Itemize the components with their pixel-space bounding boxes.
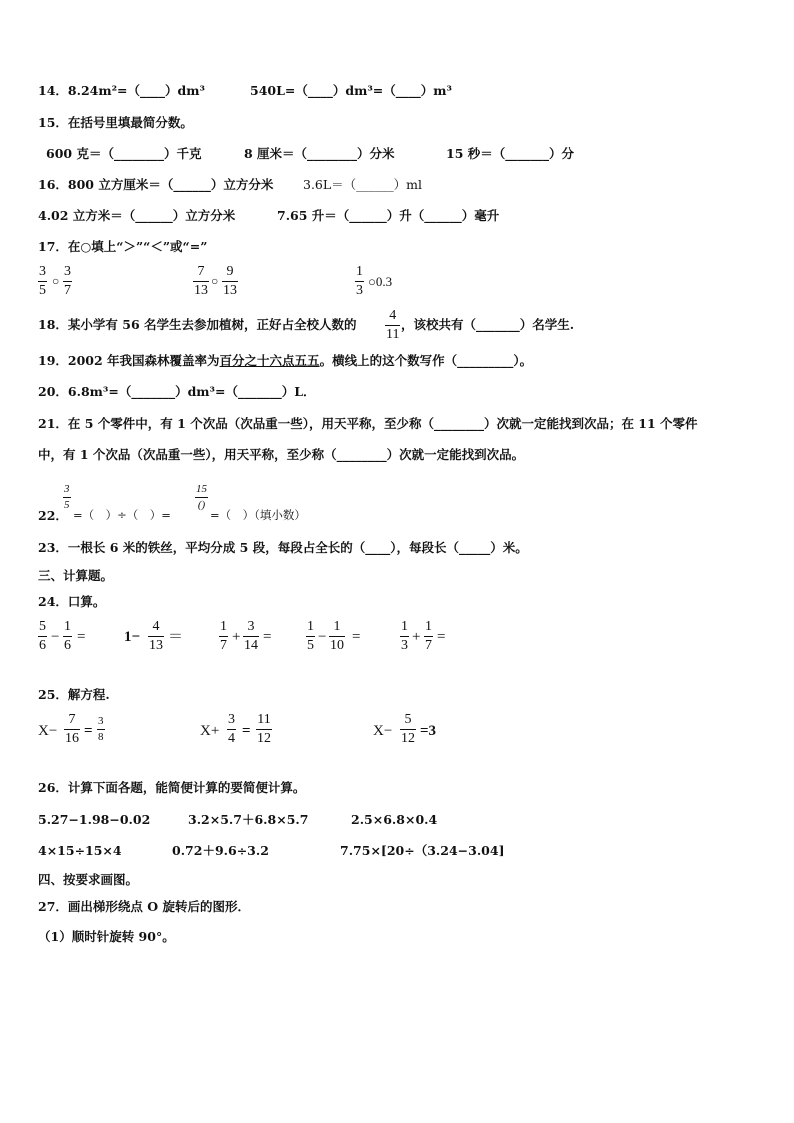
q17-fraction-1a: 3 5: [39, 264, 46, 298]
q22-fraction: 3 5: [64, 483, 70, 511]
q25-e2-lead: X+: [200, 723, 220, 739]
q26-expression-6: 7.75×[20÷（3.24−3.04]: [340, 843, 505, 858]
q25-e1-lead: X−: [38, 723, 58, 739]
section-3-title: 三、计算题。: [38, 568, 114, 583]
q25-e1-equals: =: [84, 723, 93, 739]
q24-e4-operator: −: [318, 629, 327, 645]
q15-item-c: 15 秒＝（_______）分: [446, 146, 574, 161]
q16-item-a: 16．800 立方厘米＝（______）立方分米: [38, 177, 274, 192]
q24-e4-fraction-b: 1 10: [330, 619, 344, 653]
q24-e4-equals: =: [352, 629, 361, 645]
q14-part-b: 540L=（____）dm³=（____）m³: [250, 83, 452, 98]
q22-division-expression: =（ ）÷（ ）=: [73, 508, 171, 522]
q18-fraction: 4 11: [386, 308, 400, 342]
q17-circle-2[interactable]: ○: [211, 274, 219, 288]
q26-expression-2: 3.2×5.7＋6.8×5.7: [188, 812, 309, 827]
q18-question-end: ，该校共有（_______）名学生.: [401, 317, 575, 332]
q24-e1-fraction-a: 5 6: [39, 619, 46, 653]
q17-fraction-2b: 9 13: [223, 264, 237, 298]
q24-title: 24．口算。: [38, 594, 106, 609]
q17-fraction-3a: 1 3: [356, 264, 363, 298]
q19-question: 19．2002 年我国森林覆盖率为百分之十六点五五。横线上的这个数写作（_________）。: [38, 353, 533, 368]
q20-question: 20．6.8m³=（_______）dm³=（_______）L．: [38, 384, 316, 399]
q22-fraction-2: 15 (): [196, 483, 207, 511]
q18-question-start: 18．某小学有 56 名学生去参加植树，正好占全校人数的: [38, 317, 357, 332]
q26-title: 26．计算下面各题，能简便计算的要简便计算。: [38, 780, 306, 795]
q25-e3-lead: X−: [373, 723, 393, 739]
q24-e1-equals: =: [77, 629, 86, 645]
q25-e1-fraction-a: 7 16: [65, 712, 79, 746]
q25-title: 25．解方程.: [38, 687, 110, 702]
q27-subtitle: （1）顺时针旋转 90°。: [38, 929, 175, 944]
q25-e2-fraction-b: 11 12: [257, 712, 271, 746]
q17-fraction-1b: 3 7: [64, 264, 71, 298]
q24-e5-fraction-b: 1 7: [425, 619, 432, 653]
q24-e1-fraction-b: 1 6: [64, 619, 71, 653]
q16-item-b: 3.6L＝（______）ml: [303, 177, 423, 192]
q14-part-a: 14．8.24m²=（____）dm³: [38, 83, 205, 98]
q15-item-a: 600 克＝（________）千克: [46, 146, 202, 161]
q25-e2-fraction-a: 3 4: [228, 712, 235, 746]
q17-fraction-2a: 7 13: [194, 264, 208, 298]
q24-e3-fraction-b: 3 14: [244, 619, 258, 653]
q24-e2-lead: 1−: [124, 629, 141, 645]
q21-line-2: 中，有 1 个次品（次品重一些），用天平称，至少称（________）次就一定能找到次品。: [38, 447, 525, 462]
q24-e3-operator: +: [232, 629, 241, 645]
q15-item-b: 8 厘米＝（________）分米: [244, 146, 395, 161]
q27-title: 27．画出梯形绕点 O 旋转后的图形．: [38, 899, 250, 914]
q17-circle-1[interactable]: ○: [52, 274, 60, 288]
q24-e5-fraction-a: 1 3: [401, 619, 408, 653]
q24-e5-equals: =: [437, 629, 446, 645]
q26-expression-1: 5.27−1.98−0.02: [38, 812, 151, 827]
q25-e2-equals: =: [242, 723, 251, 739]
q21-line-1: 21．在 5 个零件中，有 1 个次品（次品重一些），用天平称，至少称（________）次就一定能找到次品；在 11 个零件: [38, 416, 698, 431]
q26-expression-5: 0.72＋9.6÷3.2: [172, 843, 269, 858]
q19-underlined-text: 百分之十六点五五: [219, 353, 320, 368]
q15-title: 15．在括号里填最简分数。: [38, 115, 193, 130]
q24-e4-fraction-a: 1 5: [307, 619, 314, 653]
q25-e3-fraction-a: 5 12: [401, 712, 415, 746]
q26-expression-3: 2.5×6.8×0.4: [351, 812, 438, 827]
q25-e1-fraction-b: 3 8: [98, 715, 104, 743]
q23-question: 23．一根长 6 米的铁丝，平均分成 5 段，每段占全长的（____），每段长（_____）米。: [38, 540, 528, 555]
q16-item-d: 7.65 升＝（______）升（______）毫升: [277, 208, 500, 223]
q26-expression-4: 4×15÷15×4: [38, 843, 122, 858]
q16-item-c: 4.02 立方米＝（______）立方分米: [38, 208, 236, 223]
q24-e3-fraction-a: 1 7: [220, 619, 227, 653]
q24-e3-equals: =: [263, 629, 272, 645]
section-4-title: 四、按要求画图。: [38, 872, 139, 887]
q25-e3-equals: =3: [420, 723, 437, 739]
q17-circle-3[interactable]: ○0.3: [368, 274, 393, 289]
q24-e1-operator: −: [51, 629, 60, 645]
q24-e2-fraction: 4 13: [149, 619, 163, 653]
q17-title: 17．在○填上“＞”“＜”或“=”: [38, 239, 208, 254]
q22-number: 22．: [38, 508, 68, 523]
q22-decimal-blank: =（ ）（填小数）: [210, 508, 306, 522]
q24-e5-operator: +: [412, 629, 421, 645]
q24-e2-equals: ＝: [168, 629, 184, 645]
